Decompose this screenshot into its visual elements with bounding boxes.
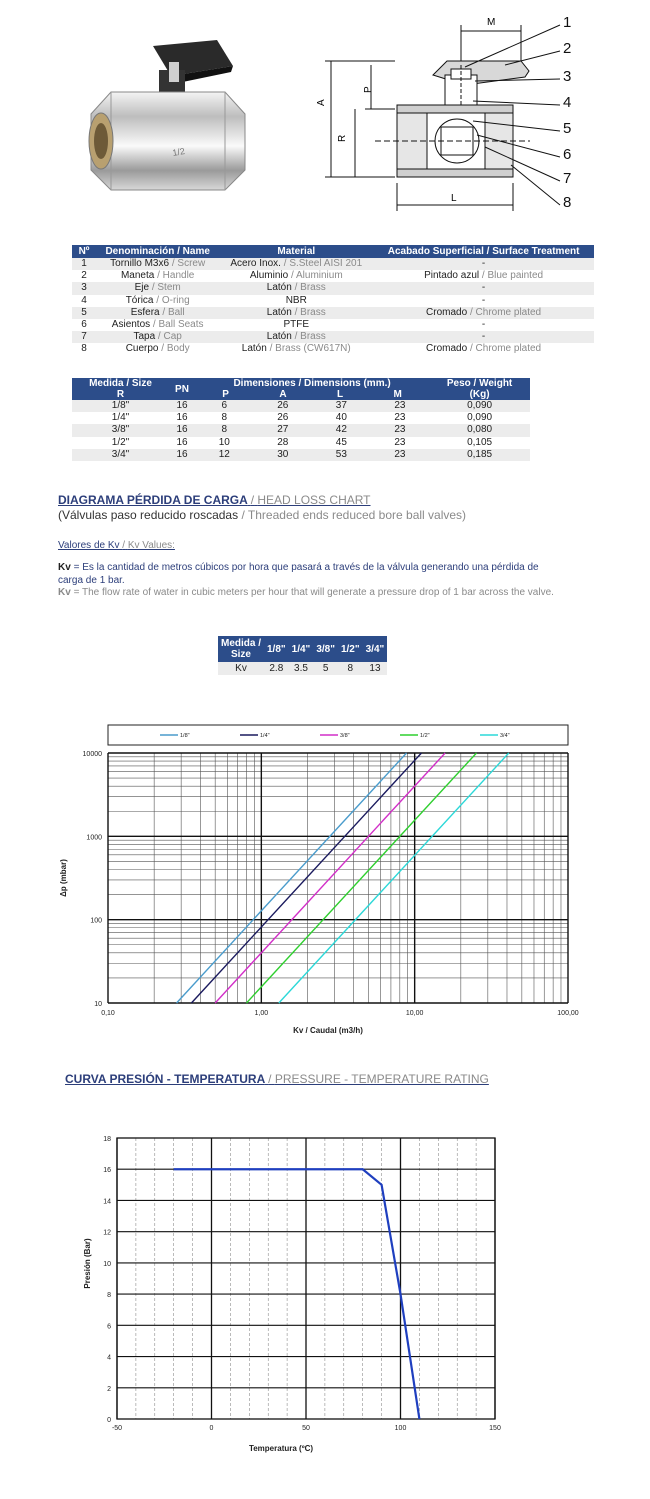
dims-header-weight — [429, 378, 530, 400]
bilingual-separator: / — [159, 306, 168, 318]
pt-y-tick-label: 10 — [103, 1260, 111, 1268]
component-name-en: Screw — [177, 258, 206, 269]
pt-x-axis-label: Temperatura (ºC) — [248, 1444, 314, 1453]
pt-x-tick-label: 150 — [489, 1425, 501, 1432]
component-material-cell — [219, 258, 373, 270]
pt-y-axis-label: Presión (Bar) — [83, 1238, 92, 1289]
bilingual-separator: / — [467, 306, 476, 318]
pt-title-en: PRESSURE - TEMPERATURE RATING — [274, 1072, 489, 1086]
x-tick-label: 10,00 — [405, 1010, 424, 1017]
y-tick-label: 100 — [90, 917, 102, 925]
component-name-en: Stem — [157, 282, 181, 294]
components-table — [72, 245, 594, 356]
component-material-cell — [219, 319, 373, 331]
component-material-cell — [219, 307, 373, 319]
dims-m: 23 — [394, 436, 406, 448]
dim-label-r: R — [337, 134, 348, 142]
component-name-es: Eje — [134, 282, 150, 294]
legend-label: 3/4" — [500, 733, 510, 739]
component-material-en: Brass — [300, 331, 326, 343]
dims-m: 23 — [371, 424, 430, 436]
dims-pn: 16 — [169, 424, 195, 436]
component-name-cell — [96, 282, 219, 294]
kv-value-5: 13 — [363, 662, 388, 675]
kv-size-3: 3/8" — [313, 636, 338, 662]
dims-a: 27 — [254, 424, 313, 436]
dims-a: 28 — [277, 436, 289, 448]
component-name-cell — [96, 258, 219, 270]
dimension-row — [72, 449, 530, 461]
dims-size: 1/2" — [111, 436, 130, 448]
bilingual-separator: / — [291, 282, 301, 294]
dims-a: 26 — [254, 400, 313, 412]
kv-heading-es: Valores de Kv — [58, 540, 120, 551]
component-name-cell — [96, 343, 219, 355]
pt-x-tick-label: 0 — [209, 1425, 214, 1432]
component-row — [72, 319, 594, 331]
bilingual-separator: / — [467, 343, 476, 355]
dims-l: 42 — [312, 424, 371, 436]
dims-pn: 16 — [169, 449, 195, 461]
component-material-cell — [219, 282, 373, 294]
part-number-4: 4 — [563, 94, 572, 111]
headloss-grid — [108, 753, 568, 1003]
pt-y-tick-label: 2 — [107, 1385, 111, 1393]
x-tick-label: 0,10 — [101, 1010, 115, 1017]
component-row — [72, 307, 594, 319]
dim-label-m: M — [487, 17, 496, 28]
bilingual-separator: / — [288, 270, 296, 282]
component-finish-cell — [373, 343, 594, 355]
dims-header-dims-label: Dimensiones / Dimensions (mm.) — [233, 378, 391, 389]
component-number-cell — [72, 270, 96, 282]
headloss-subtitle-es: (Válvulas paso reducido roscadas — [58, 508, 239, 522]
kv-heading-sep: / — [122, 540, 126, 551]
dims-pn: 16 — [169, 400, 195, 412]
bilingual-separator: / — [154, 270, 163, 282]
component-name-es: Asientos — [111, 319, 151, 331]
component-name-en: Handle — [162, 270, 195, 282]
component-finish-cell — [373, 307, 594, 319]
part-number-5: 5 — [563, 120, 572, 137]
kv-description-es — [58, 561, 563, 587]
headloss-series-line — [191, 753, 421, 1003]
component-finish-es: - — [481, 331, 486, 343]
x-tick-label: 100,00 — [557, 1010, 579, 1017]
legend-label: 1/4" — [260, 733, 270, 739]
kv-label-es: Kv — [58, 562, 71, 573]
kv-table-header: Medida / Size — [218, 636, 264, 662]
headloss-series-line — [215, 753, 445, 1003]
part-number-8: 8 — [563, 194, 572, 211]
component-finish-es: - — [481, 282, 486, 294]
pt-grid — [117, 1138, 495, 1419]
pt-x-tick-label: 100 — [394, 1425, 407, 1432]
technical-drawing — [315, 5, 590, 215]
dims-header-size-sub: R — [116, 389, 125, 400]
component-finish-cell — [373, 282, 594, 294]
pt-y-tick-label: 14 — [103, 1198, 111, 1206]
dims-header-m: M — [393, 389, 402, 400]
headloss-series-line — [279, 753, 509, 1003]
col-header-finish: Acabado Superficial / Surface Treatment — [373, 245, 594, 258]
dims-weight: 0,090 — [467, 412, 493, 424]
dim-label-a: A — [316, 99, 327, 106]
legend-label: 1/2" — [420, 733, 430, 739]
component-finish-es: - — [481, 258, 486, 269]
legend-label: 1/8" — [180, 733, 190, 739]
dims-p: 10 — [218, 436, 230, 448]
dims-header-p: P — [222, 389, 229, 400]
kv-desc-en-text: = The flow rate of water in cubic meters per hour that will generate a pressure drop of 1 bar across the valve. — [73, 587, 554, 598]
headloss-chart — [0, 715, 650, 1045]
component-name-cell — [96, 295, 219, 307]
component-finish-en: Chrome plated — [475, 343, 542, 355]
kv-table — [218, 636, 387, 675]
dims-l: 40 — [335, 412, 347, 424]
dims-p: 8 — [221, 412, 228, 424]
pt-y-tick-label: 6 — [107, 1323, 111, 1331]
components-header-row — [72, 245, 594, 258]
dimension-row — [72, 424, 530, 436]
bilingual-separator: / — [169, 258, 178, 269]
component-number-cell — [72, 258, 96, 270]
kv-value-2: 3.5 — [289, 662, 314, 675]
component-number-cell — [72, 307, 96, 319]
component-finish-es: - — [481, 319, 486, 331]
component-material-en: Brass — [300, 282, 326, 294]
component-name-cell — [96, 307, 219, 319]
bilingual-separator: / — [479, 270, 488, 282]
y-axis-label: Δp (mbar) — [59, 859, 68, 897]
headloss-title-es: DIAGRAMA PÉRDIDA DE CARGA — [58, 493, 248, 507]
kv-values-row — [218, 662, 387, 675]
component-name-es: Maneta — [120, 270, 155, 282]
kv-description-en — [58, 586, 563, 599]
headloss-subtitle — [58, 508, 466, 522]
col-header-number: Nº — [72, 245, 96, 258]
bilingual-separator: / — [291, 306, 301, 318]
bilingual-separator: / — [155, 331, 164, 343]
kv-value-1: 2.8 — [264, 662, 289, 675]
dims-p: 6 — [195, 400, 254, 412]
pt-y-tick-label: 4 — [107, 1354, 111, 1362]
dims-weight: 0,185 — [429, 449, 530, 461]
component-material-es: Acero Inox. — [230, 258, 281, 269]
component-material-cell — [219, 270, 373, 282]
dimensions-table — [72, 378, 530, 461]
component-number: 3 — [81, 282, 87, 294]
component-number: 7 — [81, 331, 87, 343]
component-row — [72, 343, 594, 355]
component-row — [72, 258, 594, 270]
component-row — [72, 331, 594, 343]
component-material-es: Latón — [266, 282, 292, 294]
kv-size-1: 1/8" — [264, 636, 289, 662]
component-material-es: Latón — [241, 343, 267, 355]
part-number-6: 6 — [563, 146, 572, 163]
component-finish-en: Blue painted — [487, 270, 544, 282]
component-material-es: NBR — [285, 294, 307, 306]
dims-weight: 0,080 — [429, 424, 530, 436]
dims-header-pn — [169, 378, 195, 400]
pt-y-tick-label: 12 — [103, 1229, 111, 1237]
dims-header-a: A — [279, 389, 287, 400]
headloss-title-en: HEAD LOSS CHART — [257, 493, 371, 507]
component-material-en: Brass (CW617N) — [275, 343, 351, 355]
dims-header-l: L — [337, 389, 344, 400]
dims-l: 53 — [312, 449, 371, 461]
bilingual-separator: / — [149, 282, 158, 294]
component-material-en: S.Steel AISI 201 — [289, 258, 363, 269]
col-header-name: Denominación / Name — [96, 245, 219, 258]
dim-label-p: P — [363, 86, 374, 93]
component-finish-es: Cromado — [426, 343, 468, 355]
component-material-en: Aluminium — [295, 270, 343, 282]
component-number-cell — [72, 319, 96, 331]
component-name-en: Ball — [167, 306, 185, 318]
dims-size: 1/8" — [72, 400, 169, 412]
component-finish-en: Chrome plated — [475, 306, 542, 318]
valve-photo — [85, 40, 260, 200]
part-number-1: 1 — [563, 14, 572, 31]
component-number: 2 — [81, 270, 87, 282]
component-number-cell — [72, 282, 96, 294]
component-name-cell — [96, 319, 219, 331]
component-name-en: Ball Seats — [158, 319, 204, 331]
component-name-es: Tornillo M3x6 — [110, 258, 170, 269]
valve-marking: 1/2 — [171, 145, 186, 158]
dim-label-l: L — [451, 193, 457, 204]
y-tick-label: 1000 — [86, 834, 102, 842]
dims-header-size-label: Medida / Size — [89, 378, 152, 389]
kv-value-4: 8 — [338, 662, 363, 675]
component-material-cell — [219, 343, 373, 355]
dims-m: 23 — [371, 449, 430, 461]
dims-p: 8 — [195, 424, 254, 436]
component-name-es: Cuerpo — [125, 343, 159, 355]
dims-weight: 0,105 — [467, 436, 493, 448]
component-name-cell — [96, 270, 219, 282]
component-finish-cell — [373, 270, 594, 282]
component-finish-cell — [373, 319, 594, 331]
component-name-en: Body — [166, 343, 190, 355]
pt-title-es: CURVA PRESIÓN - TEMPERATURA — [65, 1072, 265, 1086]
dims-size: 3/8" — [72, 424, 169, 436]
dims-size: 3/4" — [72, 449, 169, 461]
component-finish-cell — [373, 258, 594, 270]
pressure-temperature-chart — [0, 1125, 650, 1470]
kv-size-5: 3/4" — [363, 636, 388, 662]
dimension-row — [72, 437, 530, 449]
col-header-material: Material — [219, 245, 373, 258]
component-name-cell — [96, 331, 219, 343]
dims-header-pn-label: PN — [175, 383, 189, 395]
valve-handle — [153, 40, 233, 100]
component-number: 4 — [81, 294, 87, 306]
component-number: 6 — [81, 319, 87, 331]
component-material-en: Brass — [300, 306, 326, 318]
dimension-row — [72, 412, 530, 424]
bilingual-separator: / — [266, 343, 276, 355]
kv-size-2: 1/4" — [289, 636, 314, 662]
bilingual-separator: / — [280, 258, 290, 269]
y-tick-label: 10000 — [82, 751, 102, 758]
y-tick-label: 10 — [94, 1001, 102, 1008]
component-number-cell — [72, 331, 96, 343]
dims-pn: 16 — [176, 436, 188, 448]
valve-body — [89, 92, 245, 190]
component-material-es: Latón — [266, 331, 292, 343]
dims-header-dimensions — [195, 378, 429, 400]
kv-value-3: 5 — [313, 662, 338, 675]
component-number: 1 — [81, 258, 87, 269]
dims-weight: 0,090 — [429, 400, 530, 412]
pt-y-tick-label: 0 — [107, 1417, 111, 1424]
component-name-en: Cap — [163, 331, 182, 343]
bilingual-separator: / — [291, 331, 301, 343]
component-material-es: Latón — [266, 306, 292, 318]
component-number: 8 — [81, 343, 87, 355]
dims-m: 23 — [394, 412, 406, 424]
dims-l: 45 — [335, 436, 347, 448]
component-row — [72, 295, 594, 307]
legend-label: 3/8" — [340, 733, 350, 739]
dims-l: 37 — [312, 400, 371, 412]
dims-a: 26 — [277, 412, 289, 424]
part-number-2: 2 — [563, 40, 572, 57]
kv-heading-en: Kv Values: — [127, 540, 175, 551]
headloss-title — [58, 493, 371, 507]
component-name-es: Tapa — [133, 331, 156, 343]
component-material-es: PTFE — [283, 319, 310, 331]
headloss-subtitle-en: Threaded ends reduced bore ball valves) — [247, 508, 467, 522]
dims-a: 30 — [254, 449, 313, 461]
component-material-cell — [219, 295, 373, 307]
kv-desc-es-text: = Es la cantidad de metros cúbicos por hora que pasará a través de la válvula generando una pérdida de carga de 1 bar. — [58, 562, 539, 586]
kv-size-4: 1/2" — [338, 636, 363, 662]
component-material-cell — [219, 331, 373, 343]
component-row — [72, 282, 594, 294]
headloss-subtitle-sep: / — [241, 508, 245, 522]
component-finish-cell — [373, 295, 594, 307]
component-finish-es: - — [481, 294, 486, 306]
component-row — [72, 270, 594, 282]
component-name-es: Esfera — [130, 306, 160, 318]
component-finish-cell — [373, 331, 594, 343]
dims-header-size — [72, 378, 169, 400]
pt-title — [65, 1072, 489, 1086]
part-number-7: 7 — [563, 170, 572, 187]
dims-pn: 16 — [176, 412, 188, 424]
component-number-cell — [72, 295, 96, 307]
dims-m: 23 — [371, 400, 430, 412]
component-name-es: Tórica — [125, 294, 154, 306]
component-name-en: O-ring — [161, 294, 190, 306]
dims-header-weight-label: Peso / Weight — [446, 378, 513, 389]
pt-y-tick-label: 16 — [103, 1167, 111, 1175]
x-tick-label: 1,00 — [254, 1010, 269, 1017]
bilingual-separator: / — [150, 319, 159, 331]
x-axis-label: Kv / Caudal (m3/h) — [293, 1026, 363, 1035]
dims-p: 12 — [195, 449, 254, 461]
component-number-cell — [72, 343, 96, 355]
part-number-3: 3 — [563, 68, 572, 85]
pt-x-tick-label: -50 — [111, 1425, 123, 1432]
component-number: 5 — [81, 306, 87, 318]
pt-title-sep: / — [268, 1072, 272, 1086]
headloss-title-sep: / — [250, 493, 255, 507]
kv-heading — [58, 539, 175, 552]
pt-y-tick-label: 8 — [107, 1292, 111, 1300]
dims-header-weight-sub: (Kg) — [469, 389, 490, 400]
component-material-es: Aluminio — [249, 270, 289, 282]
component-finish-es: Pintado azul — [424, 270, 480, 282]
bilingual-separator: / — [153, 294, 162, 306]
headloss-series-line — [246, 753, 476, 1003]
headloss-series-line — [177, 753, 407, 1003]
kv-label-en: Kv — [58, 587, 71, 598]
kv-row-label: Kv — [218, 662, 264, 675]
pt-y-tick-label: 18 — [103, 1136, 111, 1143]
pt-x-tick-label: 50 — [302, 1425, 310, 1432]
bilingual-separator: / — [158, 343, 167, 355]
dims-size: 1/4" — [111, 412, 130, 424]
dimension-row — [72, 400, 530, 412]
component-finish-es: Cromado — [426, 306, 468, 318]
